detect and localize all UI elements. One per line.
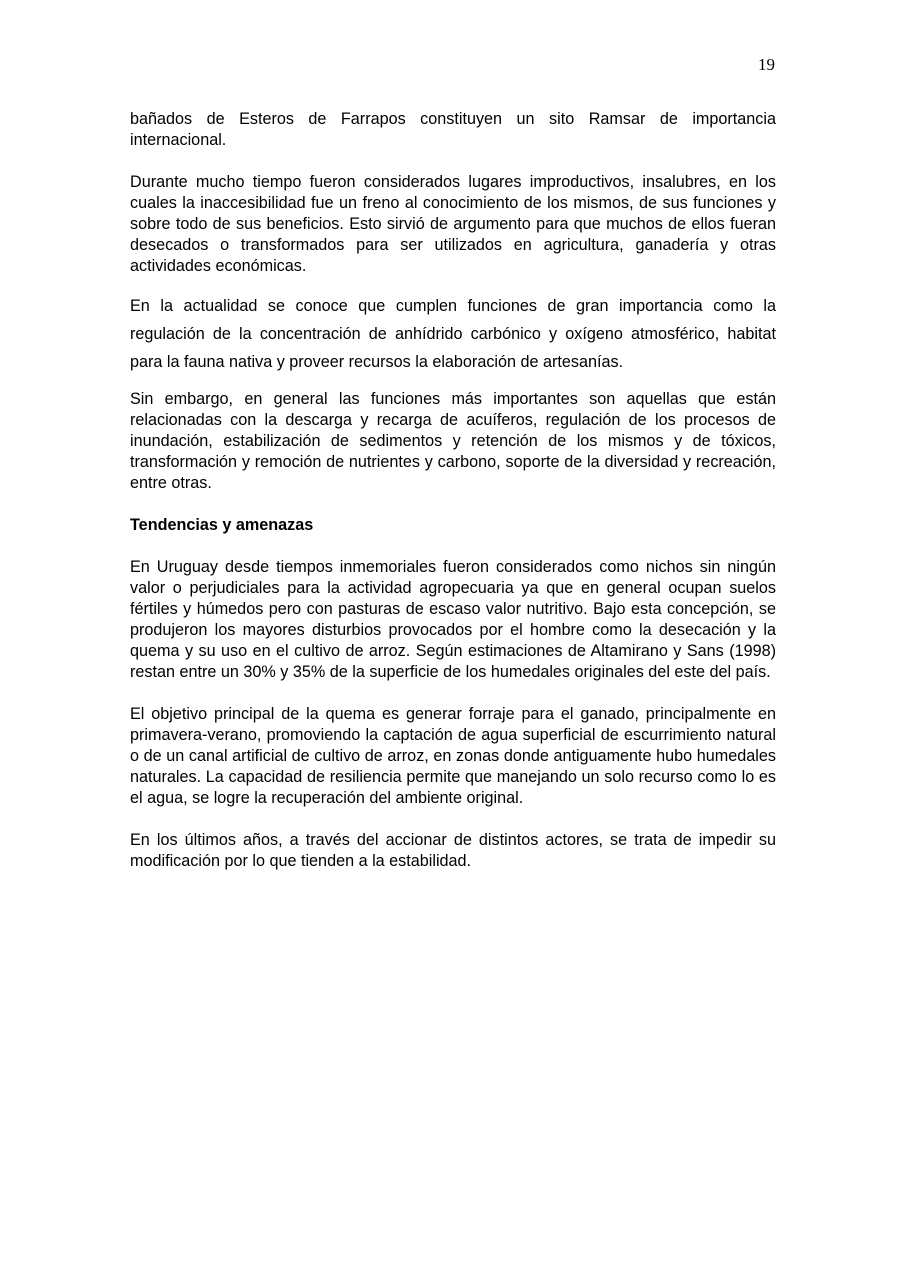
document-body	[130, 109, 776, 872]
paragraph-uruguay-trends: En Uruguay desde tiempos inmemoriales fueron considerados como nichos sin ningún valor o perjudiciales para la actividad agropecuaria ya que en general ocupan suelos fértiles y húmedos pero con pasturas de escaso valor nutritivo. Bajo esta concepción, se produjeron los mayores disturbios provocados por el hombre como la desecación y la quema y su uso en el cultivo de arroz. Según estimaciones de Altamirano y Sans (1998) restan entre un 30% y 35% de la superficie de los humedales originales del este del país.	[130, 558, 776, 681]
paragraph-ramsar: bañados de Esteros de Farrapos constituyen un sito Ramsar de importancia internacional.	[130, 110, 776, 149]
paragraph-burning-objective: El objetivo principal de la quema es generar forraje para el ganado, principalmente en primavera-verano, promoviendo la captación de agua superficial de escurrimiento natural o de un canal artificial de cultivo de arroz, en zonas donde antiguamente hubo humedales naturales. La capacidad de resiliencia permite que manejando un solo recurso como lo es el agua, se logre la recuperación del ambiente original.	[130, 705, 776, 807]
paragraph-historical-view: Durante mucho tiempo fueron considerados lugares improductivos, insalubres, en los cuales la inaccesibilidad fue un freno al conocimiento de los mismos, de sus funciones y sobre todo de sus beneficios. Esto sirvió de argumento para que muchos de ellos fueran desecados o transformados para ser utilizados en agricultura, ganadería y otras actividades económicas.	[130, 173, 776, 275]
paragraph-recent-years: En los últimos años, a través del accionar de distintos actores, se trata de impedir su modificación por lo que tienden a la estabilidad.	[130, 831, 776, 870]
page-number: 19	[758, 55, 775, 74]
paragraph-main-functions: Sin embargo, en general las funciones más importantes son aquellas que están relacionadas con la descarga y recarga de acuíferos, regulación de los procesos de inundación, estabilización de sedimentos y retención de los mismos y de tóxicos, transformación y remoción de nutrientes y carbono, soporte de la diversidad y recreación, entre otras.	[130, 390, 776, 492]
paragraph-current-functions: En la actualidad se conoce que cumplen funciones de gran importancia como la regulación de la concentración de anhídrido carbónico y oxígeno atmosférico, habitat para la fauna nativa y proveer recursos la elaboración de artesanías.	[130, 297, 776, 371]
section-heading: Tendencias y amenazas	[130, 516, 314, 534]
